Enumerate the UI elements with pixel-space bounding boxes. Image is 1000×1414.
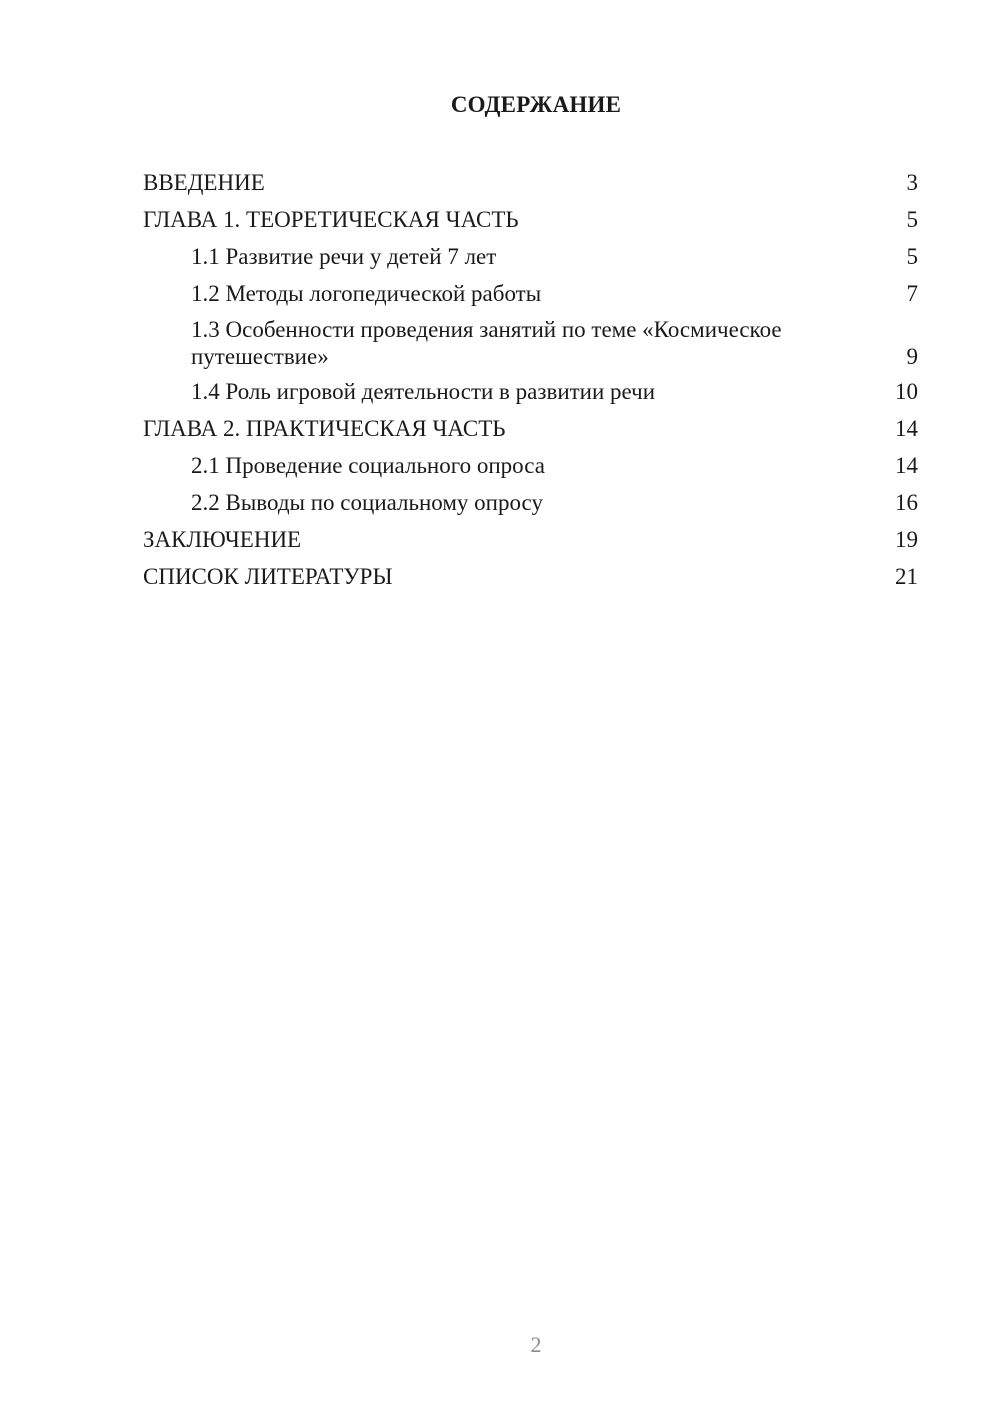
toc-entry-section-1-2[interactable] [143,279,918,309]
toc-entry-section-1-4[interactable] [143,377,918,407]
toc-entry-section-2-1[interactable] [143,451,918,481]
toc-entry-references[interactable] [143,562,918,592]
toc-entry-label: ВВЕДЕНИЕ [143,170,265,195]
toc-entry-page: 5 [906,207,918,232]
toc-entry-page: 14 [895,453,918,478]
toc-entry-section-1-3[interactable] [143,316,918,370]
toc-entry-page: 10 [895,379,918,404]
toc-entry-page: 3 [906,170,918,195]
toc-entry-label: СПИСОК ЛИТЕРАТУРЫ [143,564,393,589]
toc-entry-label: 2.2 Выводы по социальному опросу [191,490,543,515]
toc-entry-label: 2.1 Проведение социального опроса [191,453,545,478]
toc-entry-page: 9 [906,344,918,369]
toc-entry-section-2-2[interactable] [143,488,918,518]
toc-entry-section-1-1[interactable] [143,242,918,272]
toc-entry-label: 1.2 Методы логопедической работы [191,281,542,306]
toc-entry-introduction[interactable] [143,168,918,198]
toc-entry-label: ГЛАВА 2. ПРАКТИЧЕСКАЯ ЧАСТЬ [143,416,506,441]
table-of-contents [143,168,918,599]
toc-entry-page: 16 [895,490,918,515]
toc-entry-chapter-1[interactable] [143,205,918,235]
toc-entry-page: 5 [906,244,918,269]
toc-entry-page: 19 [895,527,918,552]
page-number: 2 [530,1332,542,1357]
toc-entry-page: 21 [895,564,918,589]
toc-entry-label: ЗАКЛЮЧЕНИЕ [143,527,302,552]
toc-entry-conclusion[interactable] [143,525,918,555]
toc-entry-page: 7 [906,281,918,306]
page-title: СОДЕРЖАНИЕ [450,92,622,117]
toc-entry-page: 14 [895,416,918,441]
toc-entry-label: 1.3 Особенности проведения занятий по теме «Космическое путешествие» [191,317,782,369]
toc-entry-label: 1.1 Развитие речи у детей 7 лет [191,244,497,269]
toc-entry-label: 1.4 Роль игровой деятельности в развитии речи [191,379,656,404]
toc-entry-label: ГЛАВА 1. ТЕОРЕТИЧЕСКАЯ ЧАСТЬ [143,207,519,232]
toc-entry-chapter-2[interactable] [143,414,918,444]
